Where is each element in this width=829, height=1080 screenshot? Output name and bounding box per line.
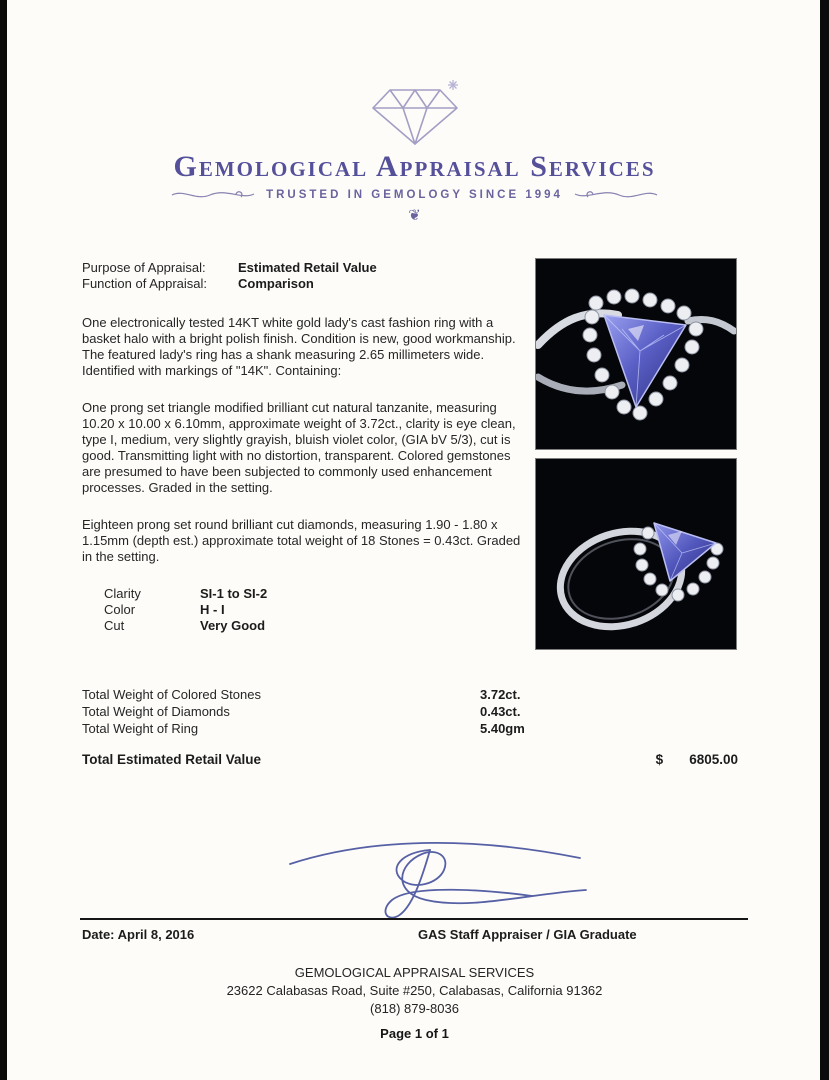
grade-value: Very Good <box>200 618 266 633</box>
total-row-ring <box>82 720 738 737</box>
description-paragraph-tanzanite: One prong set triangle modified brilliant cut natural tanzanite, measuring 10.20 x 10.00 x 6.10mm, approximate weight of 3.72ct., clarity is eye clean, type I, medium, very slightly grayish, bluish violet color, (GIA bV 5/3), cut is good. Transmitting light with no distortion, transparent. Colored gemstones are presumed to have been subjected to commonly used enhancement processes. Graded in the setting. <box>82 400 516 495</box>
total-value: 5.40gm <box>480 721 525 736</box>
flourish-right-icon <box>573 188 659 202</box>
total-row-colored-stones <box>82 686 738 703</box>
currency-symbol: $ <box>655 752 664 767</box>
brand-name: Gemological Appraisal Services <box>173 150 656 183</box>
appraiser-title: GAS Staff Appraiser / GIA Graduate <box>418 927 637 942</box>
function-row <box>82 276 526 292</box>
retail-amount-value: 6805.00 <box>689 752 738 767</box>
letterhead <box>0 74 829 224</box>
function-label: Function of Appraisal: <box>82 276 208 291</box>
ornament-icon: ❦ <box>408 207 421 224</box>
function-value: Comparison <box>238 276 314 291</box>
grade-row-color <box>104 602 526 618</box>
description-paragraph-diamonds: Eighteen prong set round brilliant cut diamonds, measuring 1.90 - 1.80 x 1.15mm (depth est.) approximate total weight of 18 Stones = 0.43ct. Graded in the setting. <box>82 517 521 564</box>
retail-label: Total Estimated Retail Value <box>82 752 262 767</box>
grade-label: Color <box>104 602 136 617</box>
retail-amount <box>656 752 738 767</box>
diamond-logo-icon <box>353 74 477 148</box>
total-row-diamonds <box>82 703 738 720</box>
purpose-value: Estimated Retail Value <box>238 260 377 275</box>
retail-value-row <box>82 752 738 767</box>
diamond-grades-table <box>104 586 526 634</box>
grade-label: Cut <box>104 618 125 633</box>
ring-photo-side-view <box>535 458 737 650</box>
date-label: Date: April 8, 2016 <box>82 927 195 942</box>
grade-row-cut <box>104 618 526 634</box>
total-label: Total Weight of Diamonds <box>82 704 230 719</box>
purpose-label: Purpose of Appraisal: <box>82 260 206 275</box>
footer-phone: (818) 879-8036 <box>370 1001 459 1016</box>
grade-row-clarity <box>104 586 526 602</box>
appraiser-signature <box>280 834 620 922</box>
ring-side-view-image <box>536 459 736 649</box>
appraisal-body <box>82 260 526 634</box>
grade-label: Clarity <box>104 586 141 601</box>
totals-block <box>82 686 738 737</box>
grade-value: SI-1 to SI-2 <box>200 586 268 601</box>
purpose-row <box>82 260 526 276</box>
ring-top-view-image <box>536 259 736 449</box>
total-value: 0.43ct. <box>480 704 521 719</box>
total-label: Total Weight of Ring <box>82 721 199 736</box>
grade-value: H - I <box>200 602 225 617</box>
ring-photo-top-view <box>535 258 737 450</box>
footer-company: GEMOLOGICAL APPRAISAL SERVICES <box>294 965 535 980</box>
page-number: Page 1 of 1 <box>380 1026 449 1041</box>
brand-tagline: TRUSTED IN GEMOLOGY SINCE 1994 <box>266 189 563 201</box>
signature-rule <box>80 918 748 920</box>
footer-address: 23622 Calabasas Road, Suite #250, Calabasas, California 91362 <box>226 983 603 998</box>
tagline-row <box>0 188 829 202</box>
description-paragraph-ring: One electronically tested 14KT white gold lady's cast fashion ring with a basket halo with a bright polish finish. Condition is new, good workmanship. The featured lady's ring has a shank measuring 2.65 millimeters wide. Identified with markings of "14K". Containing: <box>82 315 516 378</box>
total-label: Total Weight of Colored Stones <box>82 687 261 702</box>
flourish-left-icon <box>170 188 256 202</box>
total-value: 3.72ct. <box>480 687 521 702</box>
footer <box>0 964 829 1043</box>
